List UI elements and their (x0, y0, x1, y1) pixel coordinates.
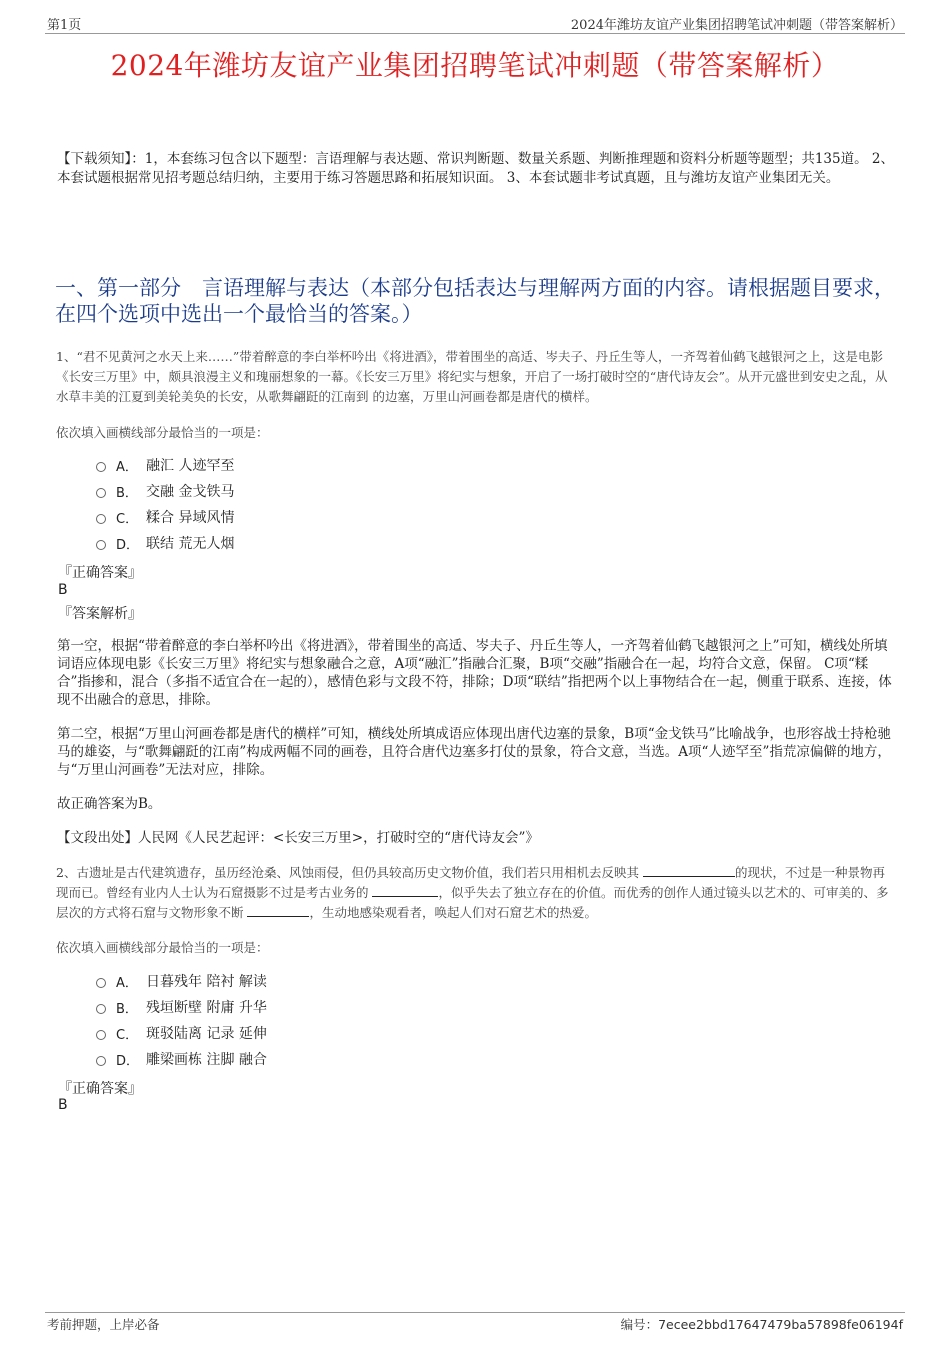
option-text: 日暮残年 陪衬 解读 (146, 974, 267, 990)
radio-icon[interactable] (96, 1056, 106, 1066)
option-text: 斑驳陆离 记录 延伸 (146, 1026, 267, 1042)
question-1-option-d[interactable] (96, 530, 234, 556)
question-1-option-b[interactable] (96, 478, 234, 504)
question-2-prompt: 依次填入画横线部分最恰当的一项是： (56, 940, 269, 955)
radio-icon[interactable] (96, 462, 106, 472)
footer-code-label: 编号： (620, 1317, 659, 1332)
option-letter: B． (116, 1001, 138, 1017)
question-2-text-part: 的现状，不过是一种景物再现而已。曾经有业内人士认为石窟摄影不过是考古业务的 (56, 865, 885, 900)
section-heading: 一、第一部分 言语理解与表达（本部分包括表达与理解两方面的内容。请根据题目要求，在四个选项中选出一个最恰当的答案。） (55, 276, 895, 326)
question-2-options (96, 968, 267, 1072)
fill-blank (247, 904, 309, 917)
question-1-analysis-paragraph: 第二空，根据“万里山河画卷都是唐代的横样”可知，横线处所填成语应体现出唐代边塞的景象，B项“金戈铁马”比喻战争，也形容战士持枪驰马的雄姿，与“歌舞翩跹的江南”构成两幅不同的画卷，且符合唐代边塞多打仗的景象，符合文意，当选。A项“人迹罕至”指荒凉偏僻的地方，与“万里山河画卷”无法对应，排除。 (57, 726, 892, 778)
fill-blank (372, 884, 438, 897)
question-2-answer-label: 『正确答案』 (58, 1081, 142, 1097)
option-text: 联结 荒无人烟 (146, 536, 235, 552)
option-letter: D． (116, 537, 140, 553)
question-2-option-d[interactable] (96, 1046, 267, 1072)
question-1-answer: B (58, 582, 68, 598)
option-text: 融汇 人迹罕至 (146, 458, 235, 474)
question-1-option-a[interactable] (96, 452, 234, 478)
question-1-answer-label: 『正确答案』 (58, 565, 142, 581)
question-2-text-part: ，似乎失去了独立存在的价值。而优秀的创作人通过镜头以艺术的、可审美的、多层次的方式将石窟与文物形象不断 (56, 885, 889, 920)
option-text: 残垣断壁 附庸 升华 (146, 1000, 267, 1016)
option-text: 糅合 异域风情 (146, 510, 235, 526)
question-1-text: 1、“君不见黄河之水天上来……”带着醉意的李白举杯吟出《将进酒》，带着围坐的高适、岑夫子、丹丘生等人，一齐驾着仙鹤飞越银河之上，这是电影《长安三万里》中，颇具浪漫主义和瑰丽想象的一幕。《长安三万里》将纪实与想象，开启了一场打破时空的“唐代诗友会”。从开元盛世到安史之乱，从水草丰美的江夏到美轮美奂的长安，从歌舞翩跹的江南到 的边塞，万里山河画卷都是唐代的横样。 (56, 349, 888, 404)
option-letter: C． (116, 1027, 139, 1043)
option-letter: B． (116, 485, 138, 501)
option-text: 交融 金戈铁马 (146, 484, 235, 500)
option-letter: C． (116, 511, 139, 527)
question-2-option-a[interactable] (96, 968, 267, 994)
question-1-conclusion: 故正确答案为B。 (57, 796, 162, 812)
question-1-source: 【文段出处】人民网《人民艺起评：<长安三万里>，打破时空的“唐代诗友会”》 (57, 830, 539, 846)
option-letter: D． (116, 1053, 140, 1069)
footer-code (621, 1315, 903, 1333)
question-1-prompt: 依次填入画横线部分最恰当的一项是： (56, 425, 269, 440)
radio-icon[interactable] (96, 978, 106, 988)
option-text: 雕梁画栋 注脚 融合 (146, 1052, 267, 1068)
radio-icon[interactable] (96, 488, 106, 498)
question-1-analysis-paragraph: 第一空，根据“带着醉意的李白举杯吟出《将进酒》，带着围坐的高适、岑夫子、丹丘生等人，一齐驾着仙鹤飞越银河之上”可知，横线处所填词语应体现电影《长安三万里》将纪实与想象融合之意，A项“融汇”指融合汇聚，B项“交融”指融合在一起，均符合文意，保留。 C项“糅合”指掺和，混合（多指不适宜合在一起的），感情色彩与文段不符，排除；D项“联结”指把两个以上事物结合在一起，侧重于联系、连接，体现不出融合的意思，排除。 (57, 638, 892, 708)
header-divider (45, 33, 905, 34)
footer-code-value: 7ecee2bbd17647479ba57898fe06194f (658, 1317, 903, 1332)
download-notice: 【下载须知】：1，本套练习包含以下题型：言语理解与表达题、常识判断题、数量关系题、判断推理题和资料分析题等题型；共135道。 2、本套试题根据常见招考题总结归纳，主要用于练习答题思路和拓展知识面。 3、本套试题非考试真题，且与潍坊友谊产业集团无关。 (57, 151, 894, 186)
question-1-option-c[interactable] (96, 504, 234, 530)
option-letter: A． (116, 975, 138, 991)
question-2-text-part: 2、古遗址是古代建筑遗存，虽历经沧桑、风蚀雨侵，但仍具较高历史文物价值，我们若只用相机去反映其 (56, 865, 643, 880)
page-number: 第1页 (47, 18, 82, 33)
question-1-options (96, 452, 234, 556)
fill-blank (643, 864, 735, 877)
radio-icon[interactable] (96, 540, 106, 550)
header-doc-title: 2024年潍坊友谊产业集团招聘笔试冲刺题（带答案解析） (570, 18, 903, 33)
footer-divider (45, 1312, 905, 1313)
question-1-analysis-label: 『答案解析』 (58, 606, 142, 622)
document-title: 2024年潍坊友谊产业集团招聘笔试冲刺题（带答案解析） (110, 49, 840, 82)
question-2-text (56, 863, 896, 923)
question-2-text-part: ，生动地感染观看者，唤起人们对石窟艺术的热爱。 (309, 905, 597, 920)
radio-icon[interactable] (96, 514, 106, 524)
radio-icon[interactable] (96, 1030, 106, 1040)
option-letter: A． (116, 459, 138, 475)
question-2-option-c[interactable] (96, 1020, 267, 1046)
question-2-option-b[interactable] (96, 994, 267, 1020)
footer-slogan: 考前押题，上岸必备 (47, 1317, 160, 1332)
question-2-answer: B (58, 1097, 68, 1113)
radio-icon[interactable] (96, 1004, 106, 1014)
